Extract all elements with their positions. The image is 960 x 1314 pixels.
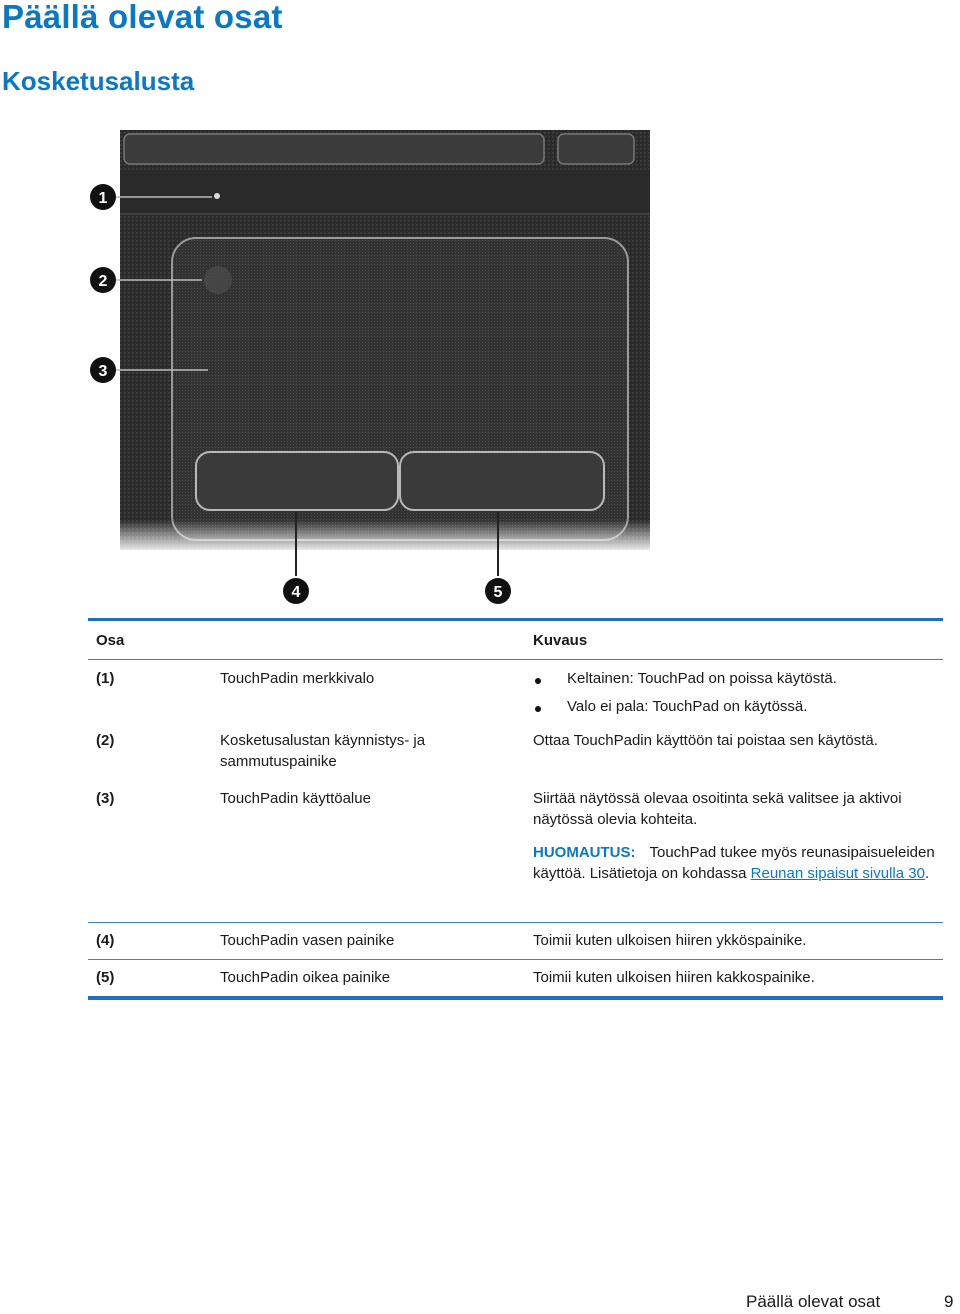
touchpad-toggle-spot [204, 266, 232, 294]
row-part: TouchPadin oikea painike [220, 969, 391, 986]
row-number: (3) [96, 790, 115, 807]
bullet-item: Valo ei pala: TouchPad on käytössä. [533, 698, 807, 715]
left-button [196, 452, 398, 510]
callout-3-label: 3 [98, 363, 108, 380]
callout-1-label: 1 [98, 190, 108, 207]
note-label: HUOMAUTUS: [533, 844, 636, 861]
row-description: Toimii kuten ulkoisen hiiren ykköspainike. [533, 932, 807, 949]
table-header [88, 621, 943, 659]
row-part: TouchPadin vasen painike [220, 932, 395, 949]
note-link[interactable]: Reunan sipaisut sivulla 30 [750, 865, 925, 882]
note-text: TouchPad tukee myös reunasipaisueleiden käyttöä. Lisätietoja on kohdassa [533, 844, 935, 882]
footer-section: Päällä olevat osat [746, 1292, 881, 1311]
parts-table [88, 618, 943, 1000]
header-description: Kuvaus [533, 632, 588, 649]
callout-3 [90, 357, 116, 383]
touchpad-illustration [80, 120, 700, 620]
bullet-icon [535, 678, 541, 684]
row-part: Kosketusalustan käynnistys- ja sammutuspainike [220, 732, 426, 770]
row-number: (4) [96, 932, 115, 949]
row-description: Ottaa TouchPadin käyttöön tai poistaa sen käytöstä. [533, 732, 878, 749]
callout-5-label: 5 [493, 584, 503, 601]
right-button [400, 452, 604, 510]
callout-4 [283, 578, 309, 604]
table-row [88, 782, 943, 922]
table-row [88, 923, 943, 959]
note: HUOMAUTUS: TouchPad tukee myös reunasipaisueleiden käyttöä. Lisätietoja on kohdassa Reunan sipaisut sivulla 30. [533, 844, 935, 882]
callout-2-label: 2 [98, 273, 108, 290]
bullet-item: Keltainen: TouchPad on poissa käytöstä. [533, 670, 837, 687]
callout-4-label: 4 [291, 584, 301, 601]
table-row [88, 660, 943, 694]
row-description: Toimii kuten ulkoisen hiiren kakkospainike. [533, 969, 815, 986]
row-number: (2) [96, 732, 115, 749]
row-number: (1) [96, 670, 115, 687]
table-row [88, 960, 943, 996]
row-part: TouchPadin käyttöalue [220, 790, 371, 807]
section-title: Kosketusalusta [2, 66, 195, 96]
row-number: (5) [96, 969, 115, 986]
callout-1 [90, 184, 116, 210]
bullet-icon [535, 706, 541, 712]
callout-2 [90, 267, 116, 293]
row-description: Siirtää näytössä olevaa osoitinta sekä valitsee ja aktivoi näytössä olevia kohteita. [533, 790, 902, 828]
page-number: 9 [944, 1292, 954, 1311]
keyboard-edge [124, 134, 544, 164]
table-row-continued [88, 694, 943, 728]
table-row [88, 728, 943, 782]
header-part: Osa [96, 632, 125, 649]
touchpad-light [214, 193, 220, 199]
page-title: Päällä olevat osat [2, 0, 283, 35]
row-part: TouchPadin merkkivalo [220, 670, 375, 687]
touchpad-figure [80, 120, 700, 620]
callout-5 [485, 578, 511, 604]
